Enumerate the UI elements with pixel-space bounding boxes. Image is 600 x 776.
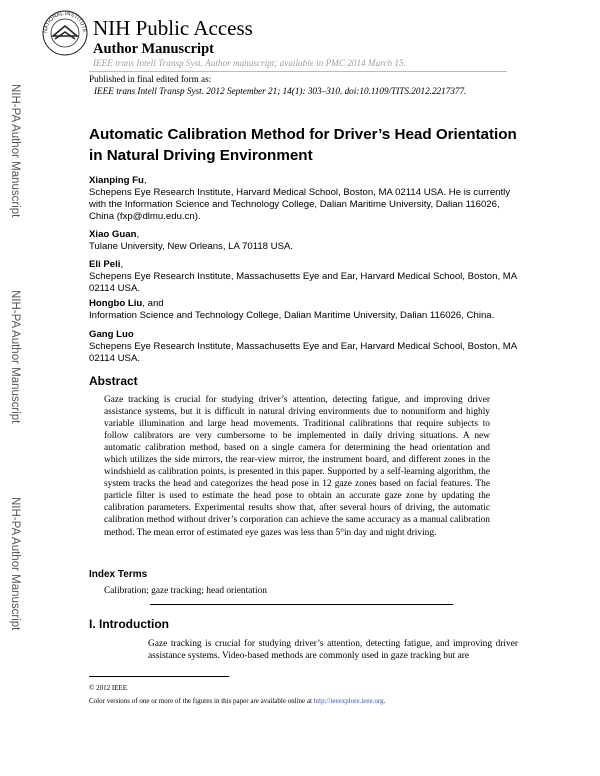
author-affiliation: Schepens Eye Research Institute, Harvard Medical School, Boston, MA 02114 USA. He is currently with the Information Science and Technology College, Dalian Maritime University, Dalian 116026, China (fxp@dlmu.edu.cn). [89,187,511,222]
author-affiliation: Schepens Eye Research Institute, Massachusetts Eye and Ear, Harvard Medical School, Boston, MA 02114 USA. [89,341,517,364]
author-affiliation: Information Science and Technology College, Dalian Maritime University, Dalian 116026, China. [89,310,495,321]
author-affiliation: Tulane University, New Orleans, LA 70118 USA. [89,241,294,252]
author-suffix: , [143,175,147,186]
side-watermark: NIH-PA Author Manuscript [9,84,21,218]
footnote-divider [89,676,229,677]
logo-text: NATIONAL INSTITUTE [42,10,88,34]
author-block [89,298,519,322]
author-block [89,229,519,253]
published-citation: IEEE trans Intell Transp Syst. 2012 September 21; 14(1): 303–310. doi:10.1109/TITS.2012.2217377. [94,86,467,96]
intro-heading: I. Introduction [89,617,169,631]
header-divider [89,71,507,72]
author-affiliation: Schepens Eye Research Institute, Massachusetts Eye and Ear, Harvard Medical School, Boston, MA 02114 USA. [89,271,517,294]
paper-title: Automatic Calibration Method for Driver’s Head Orientation in Natural Driving Environment [89,126,517,164]
author-suffix: , [120,259,124,270]
manuscript-label: Author Manuscript [93,41,214,57]
section-divider [150,604,453,605]
abstract-heading: Abstract [89,374,138,388]
intro-text: Gaze tracking is crucial for studying driver’s attention, detecting fatigue, and improving driver assistance systems. Video-based methods are commonly used in gaze tracking but are [148,639,518,662]
author-name: Gang Luo [89,329,134,340]
side-watermark: NIH-PA Author Manuscript [9,290,21,424]
author-block [89,175,519,223]
side-watermark: NIH-PA Author Manuscript [9,497,21,631]
author-name: Eli Peli [89,259,121,270]
author-name: Hongbo Liu [89,298,143,309]
index-terms: Calibration; gaze tracking; head orientation [104,586,267,596]
published-label: Published in final edited form as: [89,74,212,84]
abstract-text: Gaze tracking is crucial for studying driver’s attention, detecting fatigue, and improving driver assistance systems, but it is difficult in natural driving environments due to nonuniform and highly variable illumination and large head movements. Traditional calibrations that require subjects to follow calibrators are very cumbersome to be implemented in daily driving situations. A new automatic calibration method, based on a single camera for determining the head orientation and which utilizes the side mirrors, the rear-view mirror, the instrument board, and different zones in the windshield as calibration points, is presented in this paper. Supported by a self-learning algorithm, the system tracks the head and categorizes the head pose in 12 gaze zones based on facial features. The particle filter is used to estimate the head pose to obtain an accurate gaze zone by updating the calibration parameters. Experimental results show that, after several hours of driving, the automatic calibration method without driver’s corporation can achieve the same accuracy as a manual calibration method. The mean error of estimated eye gazes was less than 5°in day and night driving. [104,395,490,538]
ieee-link[interactable]: http://ieeexplore.ieee.org [313,697,384,705]
index-terms-heading: Index Terms [89,569,148,580]
color-note-text: Color versions of one or more of the figures in this paper are available online at [89,697,314,705]
journal-citation: IEEE trans Intell Transp Syst. Author manuscript; available in PMC 2014 March 15. [93,58,406,68]
author-block [89,259,519,295]
copyright: © 2012 IEEE [89,684,127,692]
author-name: Xianping Fu [89,175,144,186]
repository-title: NIH Public Access [93,16,253,40]
author-suffix: , and [142,298,164,309]
author-suffix: , [136,229,140,240]
color-note [89,697,385,705]
color-note-end: . [383,697,386,705]
nih-logo [40,6,90,64]
author-block [89,329,519,365]
author-name: Xiao Guan [89,229,137,240]
